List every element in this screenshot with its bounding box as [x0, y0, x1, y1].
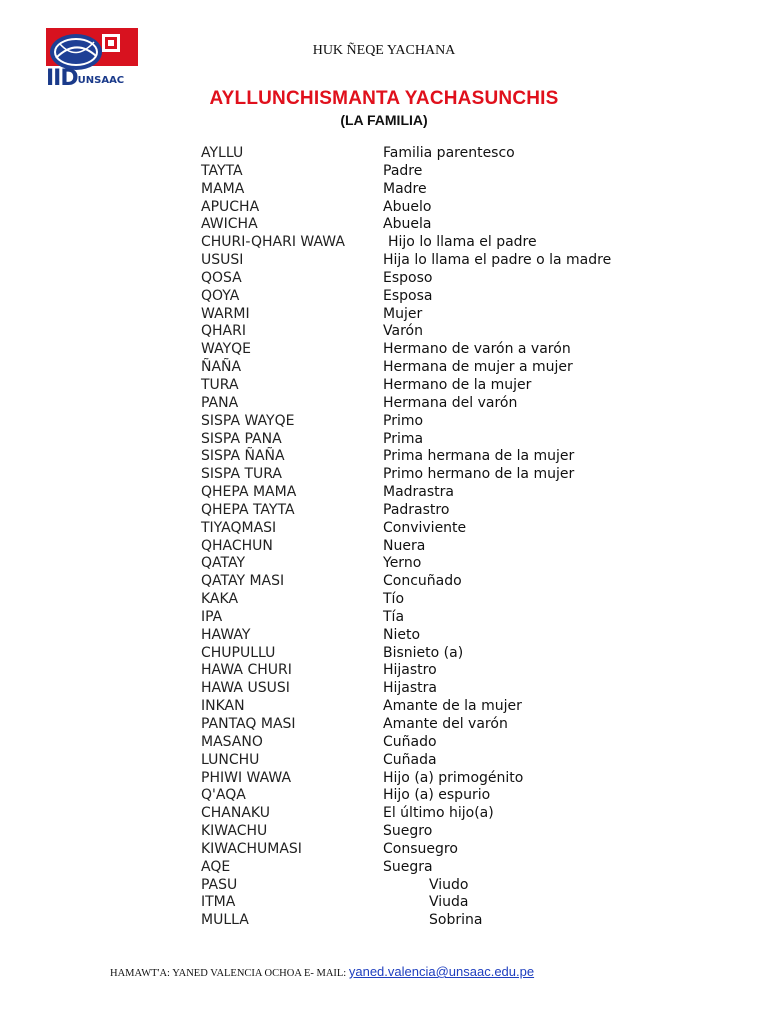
quechua-term: KIWACHUMASI: [201, 840, 302, 857]
vocab-row: [201, 841, 641, 859]
vocab-row: [201, 662, 641, 680]
spanish-translation: Abuelo: [383, 198, 432, 215]
vocab-row: [201, 341, 641, 359]
spanish-translation: Primo: [383, 412, 424, 429]
quechua-term: SISPA ÑAÑA: [201, 448, 285, 465]
vocab-row: [201, 894, 641, 912]
quechua-term: QATAY: [201, 555, 246, 572]
quechua-term: QHEPA MAMA: [201, 484, 297, 501]
page-header: HUK ÑEQE YACHANA: [312, 43, 456, 58]
spanish-translation: Hija lo llama el padre o la madre: [383, 252, 612, 269]
spanish-translation: Amante del varón: [383, 716, 508, 732]
vocab-row: [201, 270, 641, 288]
vocab-row: [201, 520, 641, 538]
quechua-term: QHEPA TAYTA: [201, 501, 295, 518]
vocab-row: [201, 448, 641, 466]
quechua-term: IPA: [201, 608, 223, 625]
vocab-row: [201, 323, 641, 341]
quechua-term: ÑAÑA: [201, 359, 242, 376]
spanish-translation: Conviviente: [383, 519, 467, 536]
vocab-row: [201, 163, 641, 181]
vocab-row: [201, 859, 641, 877]
quechua-term: QHARI: [201, 323, 246, 340]
vocab-row: [201, 466, 641, 484]
spanish-translation: Hermano de la mujer: [383, 376, 532, 393]
vocab-row: [201, 199, 641, 217]
vocab-row: [201, 573, 641, 591]
vocab-row: [201, 716, 641, 734]
quechua-term: AYLLU: [201, 145, 244, 161]
quechua-term: QOSA: [201, 269, 242, 286]
vocab-row: [201, 752, 641, 770]
quechua-term: SISPA TURA: [201, 466, 283, 483]
quechua-term: APUCHA: [201, 198, 260, 215]
quechua-term: TAYTA: [201, 162, 243, 179]
vocab-row: [201, 734, 641, 752]
quechua-term: TIYAQMASI: [201, 519, 277, 536]
quechua-term: Q'AQA: [201, 787, 246, 804]
vocab-row: [201, 306, 641, 324]
spanish-translation: Padrastro: [383, 501, 450, 518]
vocab-row: [201, 484, 641, 502]
vocab-row: [201, 912, 641, 930]
quechua-term: PHIWI WAWA: [201, 769, 292, 786]
quechua-term: MAMA: [201, 180, 245, 197]
quechua-term: CHANAKU: [201, 805, 270, 822]
quechua-term: KIWACHU: [201, 823, 268, 840]
quechua-term: WARMI: [201, 305, 250, 322]
spanish-translation: El último hijo(a): [383, 805, 494, 822]
spanish-translation: Prima: [383, 430, 424, 447]
spanish-translation: Abuela: [383, 216, 432, 233]
spanish-translation: Padre: [383, 162, 423, 179]
vocab-row: [201, 359, 641, 377]
quechua-term: QHACHUN: [201, 537, 273, 554]
spanish-translation: Tío: [383, 591, 405, 608]
spanish-translation: Hijo (a) primogénito: [383, 769, 524, 786]
vocab-row: [201, 645, 641, 663]
spanish-translation: Prima hermana de la mujer: [383, 448, 575, 465]
vocab-row: [201, 609, 641, 627]
logo-text-small: UNSAAC: [77, 75, 125, 86]
spanish-translation: Varón: [383, 323, 423, 340]
quechua-term: USUSI: [201, 252, 244, 269]
vocab-row: [201, 787, 641, 805]
quechua-term: CHUPULLU: [201, 644, 276, 661]
spanish-translation: Hijastra: [383, 680, 438, 697]
vocab-row: [201, 770, 641, 788]
vocab-row: [201, 252, 641, 270]
vocab-row: [201, 627, 641, 645]
quechua-term: MULLA: [201, 912, 249, 929]
quechua-term: MASANO: [201, 733, 263, 750]
spanish-translation: Hijastro: [383, 662, 437, 679]
quechua-term: KAKA: [201, 591, 239, 608]
quechua-term: AWICHA: [201, 216, 258, 233]
quechua-term: LUNCHU: [201, 751, 260, 768]
vocab-row: [201, 805, 641, 823]
spanish-translation: Esposo: [383, 269, 433, 286]
spanish-translation: Cuñado: [383, 733, 437, 750]
spanish-translation: Mujer: [383, 305, 423, 322]
quechua-term: PANA: [201, 394, 239, 411]
spanish-translation: Suegra: [383, 858, 433, 875]
spanish-translation: Sobrina: [429, 912, 483, 929]
vocab-row: [201, 555, 641, 573]
vocab-row: [201, 680, 641, 698]
page-title: AYLLUNCHISMANTA YACHASUNCHIS: [209, 88, 559, 109]
spanish-translation: Suegro: [383, 823, 433, 840]
vocab-row: [201, 216, 641, 234]
spanish-translation: Bisnieto (a): [383, 644, 464, 661]
spanish-translation: Primo hermano de la mujer: [383, 466, 575, 483]
spanish-translation: Tía: [383, 608, 405, 625]
spanish-translation: Hermana del varón: [383, 394, 518, 411]
footer-email-link[interactable]: yaned.valencia@unsaac.edu.pe: [348, 964, 535, 979]
quechua-term: ITMA: [201, 894, 236, 911]
quechua-term: HAWAY: [201, 626, 251, 643]
quechua-term: SISPA WAYQE: [201, 412, 295, 429]
vocab-row: [201, 145, 641, 163]
vocab-row: [201, 538, 641, 556]
quechua-term: INKAN: [201, 698, 245, 715]
quechua-term: HAWA USUSI: [201, 680, 290, 697]
vocab-row: [201, 395, 641, 413]
quechua-term: QOYA: [201, 287, 240, 304]
quechua-term: PANTAQ MASI: [201, 716, 296, 732]
page-subtitle: (LA FAMILIA): [340, 112, 428, 128]
spanish-translation: Familia parentesco: [383, 145, 515, 161]
spanish-translation: Esposa: [383, 287, 433, 304]
spanish-translation: Yerno: [383, 555, 422, 572]
vocab-row: [201, 823, 641, 841]
quechua-term: CHURI-QHARI WAWA: [201, 234, 345, 251]
spanish-translation: Nieto: [383, 626, 421, 643]
spanish-translation: Viudo: [429, 876, 469, 893]
spanish-translation: Madre: [383, 180, 427, 197]
quechua-term: PASU: [201, 876, 238, 893]
logo-text-main: IID: [46, 66, 78, 91]
quechua-term: AQE: [201, 858, 231, 875]
spanish-translation: Hermano de varón a varón: [383, 341, 571, 358]
vocab-row: [201, 591, 641, 609]
spanish-translation: Hijo lo llama el padre: [388, 234, 537, 251]
footer: [110, 964, 534, 979]
quechua-term: SISPA PANA: [201, 430, 282, 447]
spanish-translation: Madrastra: [383, 484, 454, 501]
spanish-translation: Hermana de mujer a mujer: [383, 359, 573, 376]
spanish-translation: Viuda: [429, 894, 469, 911]
vocab-row: [201, 431, 641, 449]
spanish-translation: Hijo (a) espurio: [383, 787, 491, 804]
vocab-row: [201, 413, 641, 431]
spanish-translation: Concuñado: [383, 573, 462, 590]
spanish-translation: Nuera: [383, 537, 426, 554]
spanish-translation: Cuñada: [383, 751, 437, 768]
spanish-translation: Consuegro: [383, 840, 458, 857]
vocab-row: [201, 877, 641, 895]
vocab-row: [201, 234, 641, 252]
vocab-row: [201, 288, 641, 306]
vocab-row: [201, 698, 641, 716]
footer-author: HAMAWT'A: YANED VALENCIA OCHOA E- MAIL:: [110, 968, 349, 979]
quechua-term: HAWA CHURI: [201, 662, 292, 679]
vocab-row: [201, 181, 641, 199]
quechua-term: QATAY MASI: [201, 573, 285, 590]
quechua-term: WAYQE: [201, 341, 251, 358]
quechua-term: TURA: [201, 376, 239, 393]
vocabulary-list: [201, 145, 641, 930]
spanish-translation: Amante de la mujer: [383, 698, 522, 715]
vocab-row: [201, 502, 641, 520]
vocab-row: [201, 377, 641, 395]
